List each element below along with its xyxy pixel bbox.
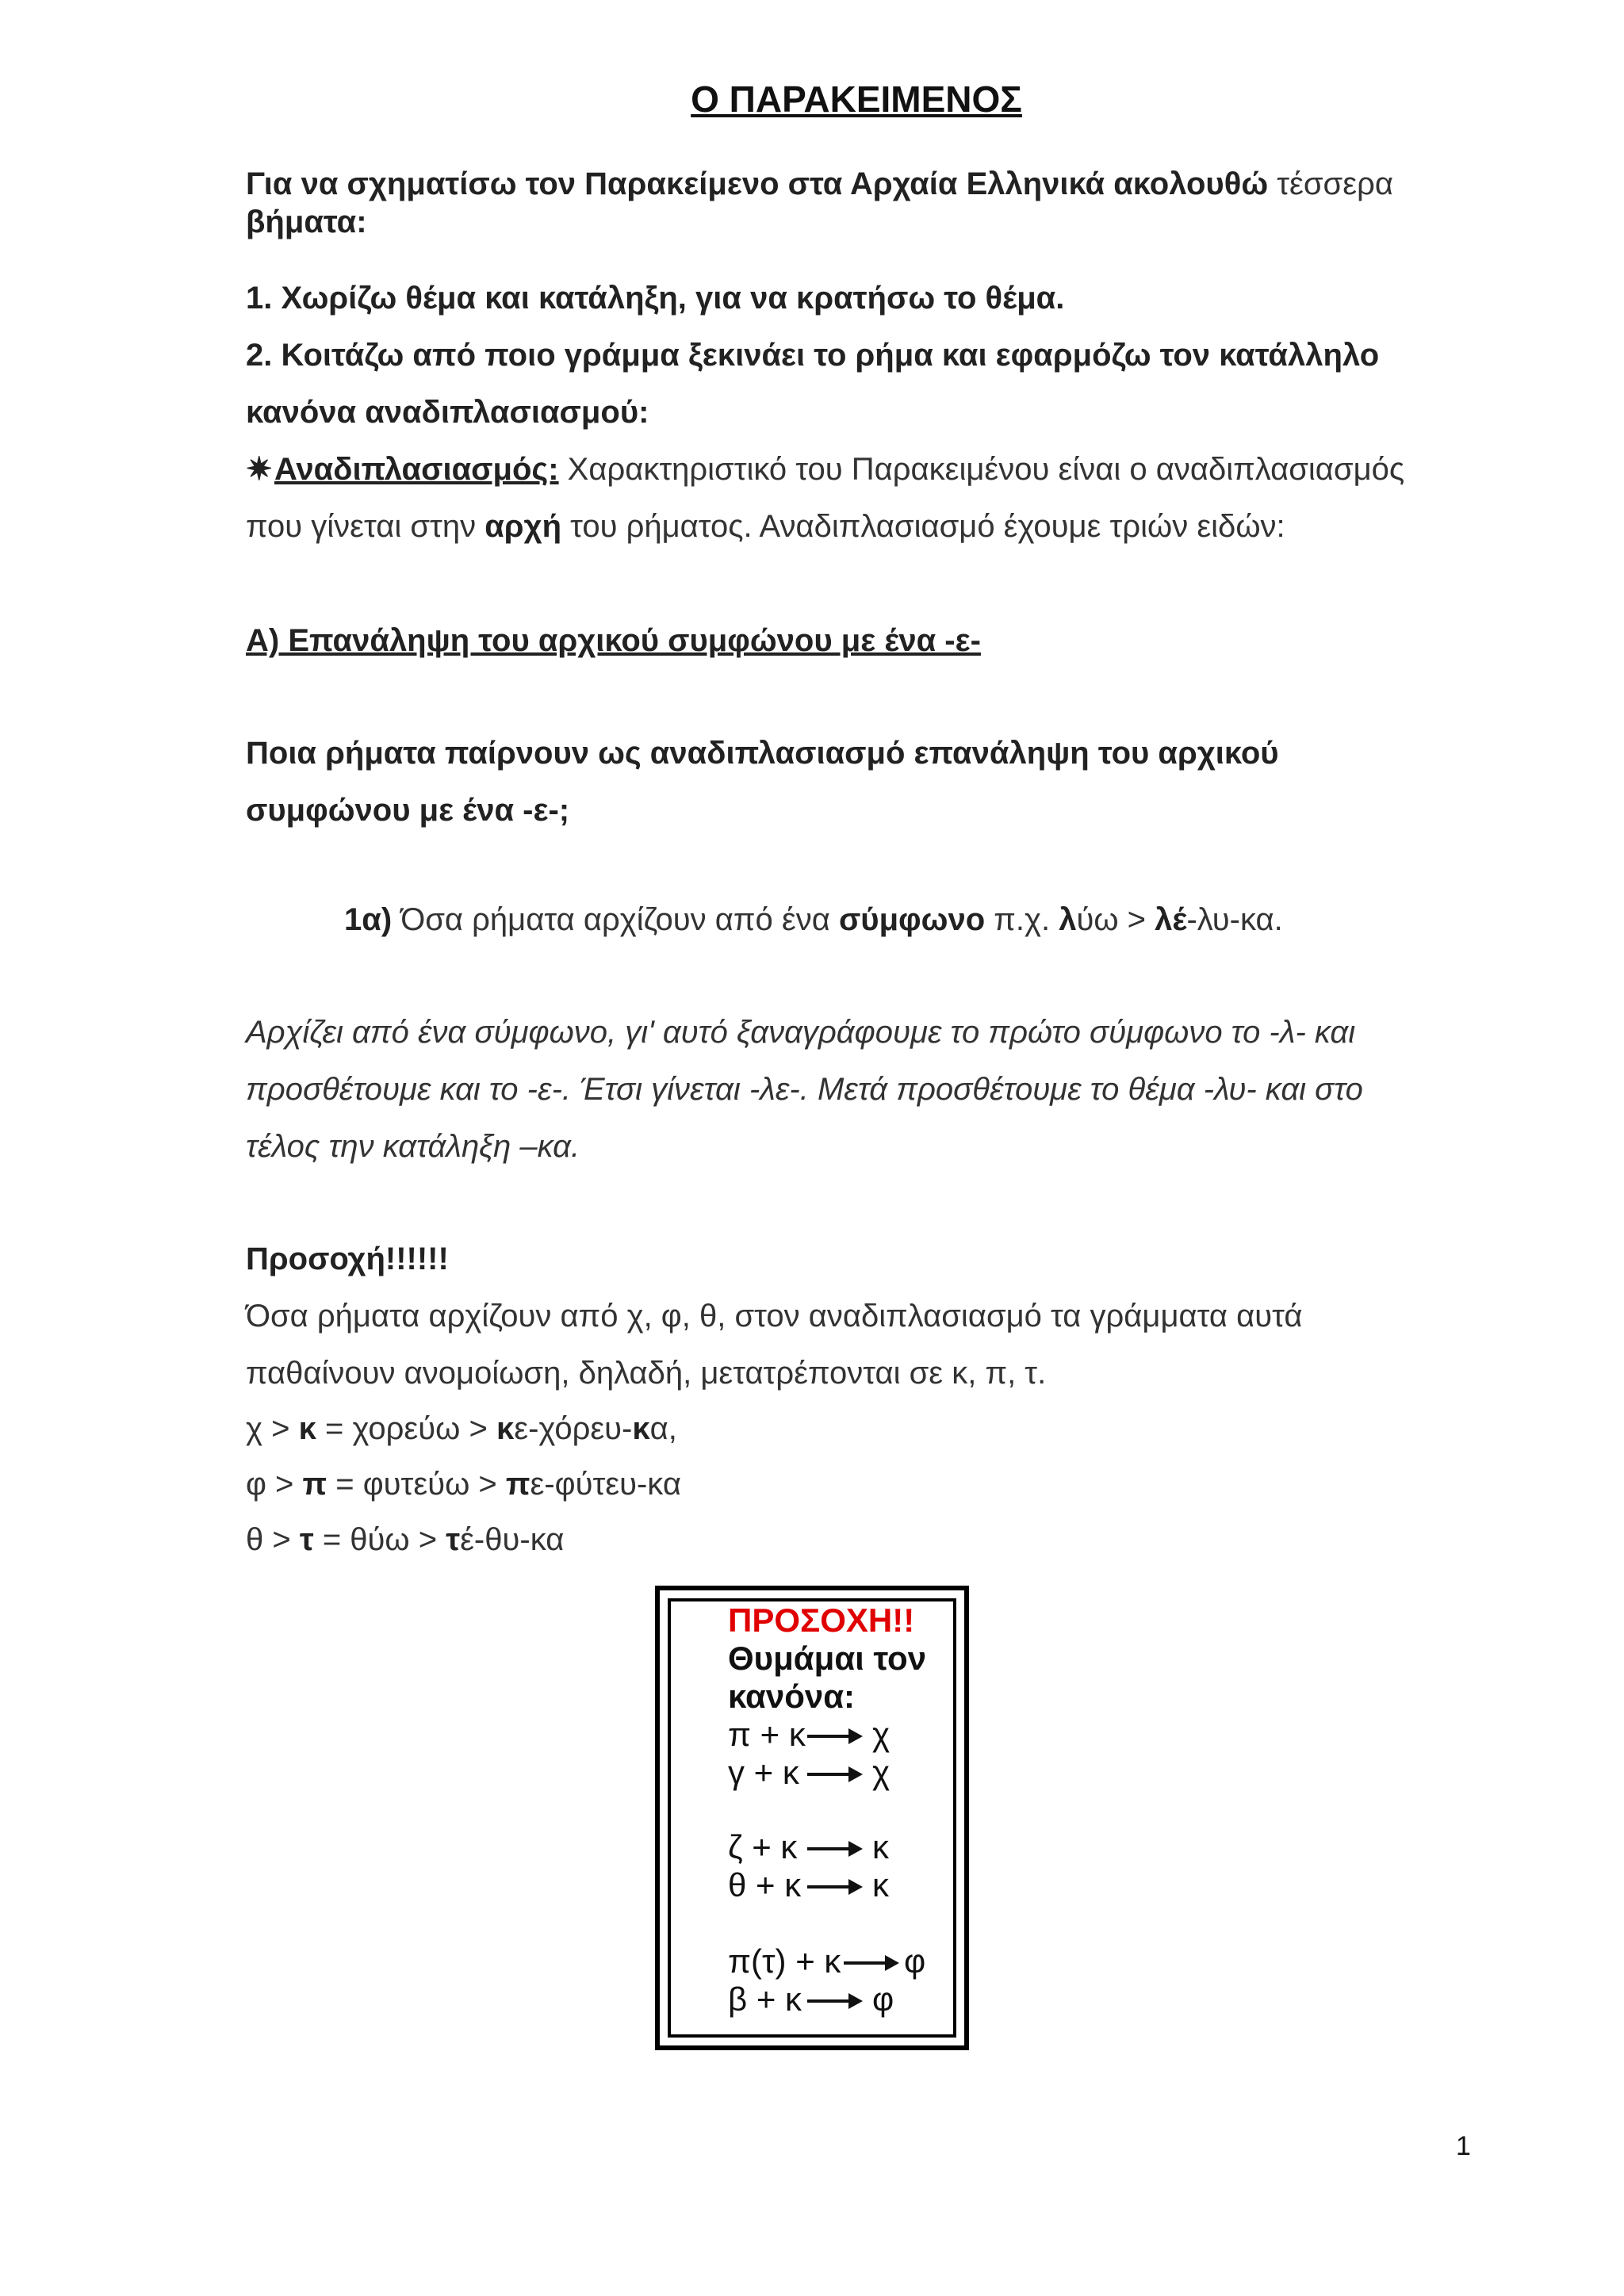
dissimilation-row-theta [246,1521,564,1559]
intro-bold-text: Για να σχηματίσω τον Παρακείμενο στα Αρχαία Ελληνικά ακολουθώ [246,166,1269,201]
rule-1a-ex1-bold: λ [1059,902,1077,937]
dissimilation-example-bold: π [505,1467,530,1502]
rule-1a-example-prefix: π.χ. [985,902,1059,937]
rule-1a-number: 1α) [344,902,393,937]
page-number: 1 [1456,2131,1471,2161]
intro-line-2: βήματα: [246,205,367,239]
arrow-right-icon [807,1828,863,1866]
rule-left-side: γ + κ [728,1754,799,1791]
rule-1a-text: Όσα ρήματα αρχίζουν από ένα [392,902,839,937]
attention-line-1: Όσα ρήματα αρχίζουν από χ, φ, θ, στον αναδιπλασιασμό τα γράμματα αυτά [246,1299,1303,1334]
rule-right-side: κ [872,1866,889,1904]
attention-heading: Προσοχή!!!!!! [246,1242,449,1276]
dissimilation-example-bold: κ [496,1411,515,1446]
dissimilation-to: τ [299,1522,314,1557]
rule-right-side: κ [872,1828,889,1866]
rule-box-line-2: κανόνα: [728,1678,856,1715]
rule-right-side: φ [872,1980,894,2018]
arrow-right-icon [844,1942,899,1980]
dissimilation-from: θ > [246,1522,300,1557]
reduplication-line-2 [246,507,1285,545]
rule-left-side: θ + κ [728,1866,802,1904]
dissimilation-example: = θύω > [313,1522,446,1557]
rule-box-line-1: Θυμάμαι τον [728,1640,927,1677]
dissimilation-example-bold-2: κ [632,1411,650,1446]
star-icon: ✷ [246,452,273,487]
rule-1a-ex2-bold: λέ [1155,902,1187,937]
reduplication-label: Αναδιπλασιασμός: [274,452,559,487]
rule-left-side: β + κ [728,1980,802,2018]
rule-1a-ex2-rest: -λυ-κα. [1186,902,1283,937]
arrow-right-icon [807,1754,863,1792]
dissimilation-from: φ > [246,1467,303,1502]
rule-1a-bold-word: σύμφωνο [838,902,986,937]
dissimilation-to: π [302,1467,327,1502]
explanation-line-3: τέλος την κατάληξη –κα. [246,1129,580,1164]
rule-1a-ex1-rest: ύω > [1076,902,1155,937]
dissimilation-row-chi [246,1410,677,1448]
arrow-right-icon [807,1866,863,1904]
step-2-line-1: 2. Κοιτάζω από ποιο γράμμα ξεκινάει το ρήμα και εφαρμόζω τον κατάλληλο [246,338,1380,373]
page-title: Ο ΠΑΡΑΚΕΙΜΕΝΟΣ [691,78,1022,120]
reduplication-text-1: Χαρακτηριστικό του Παρακειμένου είναι ο αναδιπλασιασμός [558,452,1405,487]
step-2-line-2: κανόνα αναδιπλασιασμού: [246,395,649,430]
reduplication-bold-word: αρχή [485,509,561,544]
rule-left-side: π + κ [728,1716,806,1753]
arrow-right-icon [807,1980,863,2019]
dissimilation-example: = φυτεύω > [327,1467,506,1502]
rule-left-side: π(τ) + κ [728,1942,841,1980]
reduplication-text-2b: του ρήματος. Αναδιπλασιασμό έχουμε τριών ειδών: [561,509,1285,544]
intro-normal-text: τέσσερα [1268,166,1393,201]
rule-left-side: ζ + κ [728,1828,798,1866]
dissimilation-example: = χορεύω > [316,1411,496,1446]
dissimilation-example-mid: ε-φύτευ-κα [530,1467,681,1502]
intro-line-1 [246,165,1393,203]
explanation-line-1: Αρχίζει από ένα σύμφωνο, γι' αυτό ξαναγράφουμε το πρώτο σύμφωνο το -λ- και [246,1015,1356,1050]
rule-right-side: χ [872,1716,891,1753]
dissimilation-to: κ [298,1411,316,1446]
explanation-line-2: προσθέτουμε και το -ε-. Έτσι γίνεται -λε-. Μετά προσθέτουμε το θέμα -λυ- και στο [246,1072,1363,1107]
reduplication-line-1 [246,450,1404,488]
dissimilation-example-end: α, [649,1411,677,1446]
arrow-right-icon [807,1716,863,1754]
attention-line-2: παθαίνουν ανομοίωση, δηλαδή, μετατρέπονται σε κ, π, τ. [246,1356,1047,1391]
question-line-2: συμφώνου με ένα -ε-; [246,793,570,828]
rule-1a [344,901,1283,939]
dissimilation-example-bold: τ [446,1522,461,1557]
dissimilation-example-mid: έ-θυ-κα [460,1522,565,1557]
reduplication-text-2a: που γίνεται στην [246,509,485,544]
dissimilation-row-phi [246,1465,681,1503]
step-1: 1. Χωρίζω θέμα και κατάληξη, για να κρατήσω το θέμα. [246,281,1065,316]
rule-box-heading: ΠΡΟΣΟΧΗ!! [728,1601,915,1639]
dissimilation-example-mid: ε-χόρευ- [514,1411,633,1446]
dissimilation-from: χ > [246,1411,299,1446]
question-line-1: Ποια ρήματα παίρνουν ως αναδιπλασιασμό επανάληψη του αρχικού [246,736,1279,771]
rule-right-side: χ [872,1754,891,1791]
rule-right-side: φ [904,1942,926,1980]
section-a-heading: Α) Επανάληψη του αρχικού συμφώνου με ένα -ε- [246,623,981,658]
